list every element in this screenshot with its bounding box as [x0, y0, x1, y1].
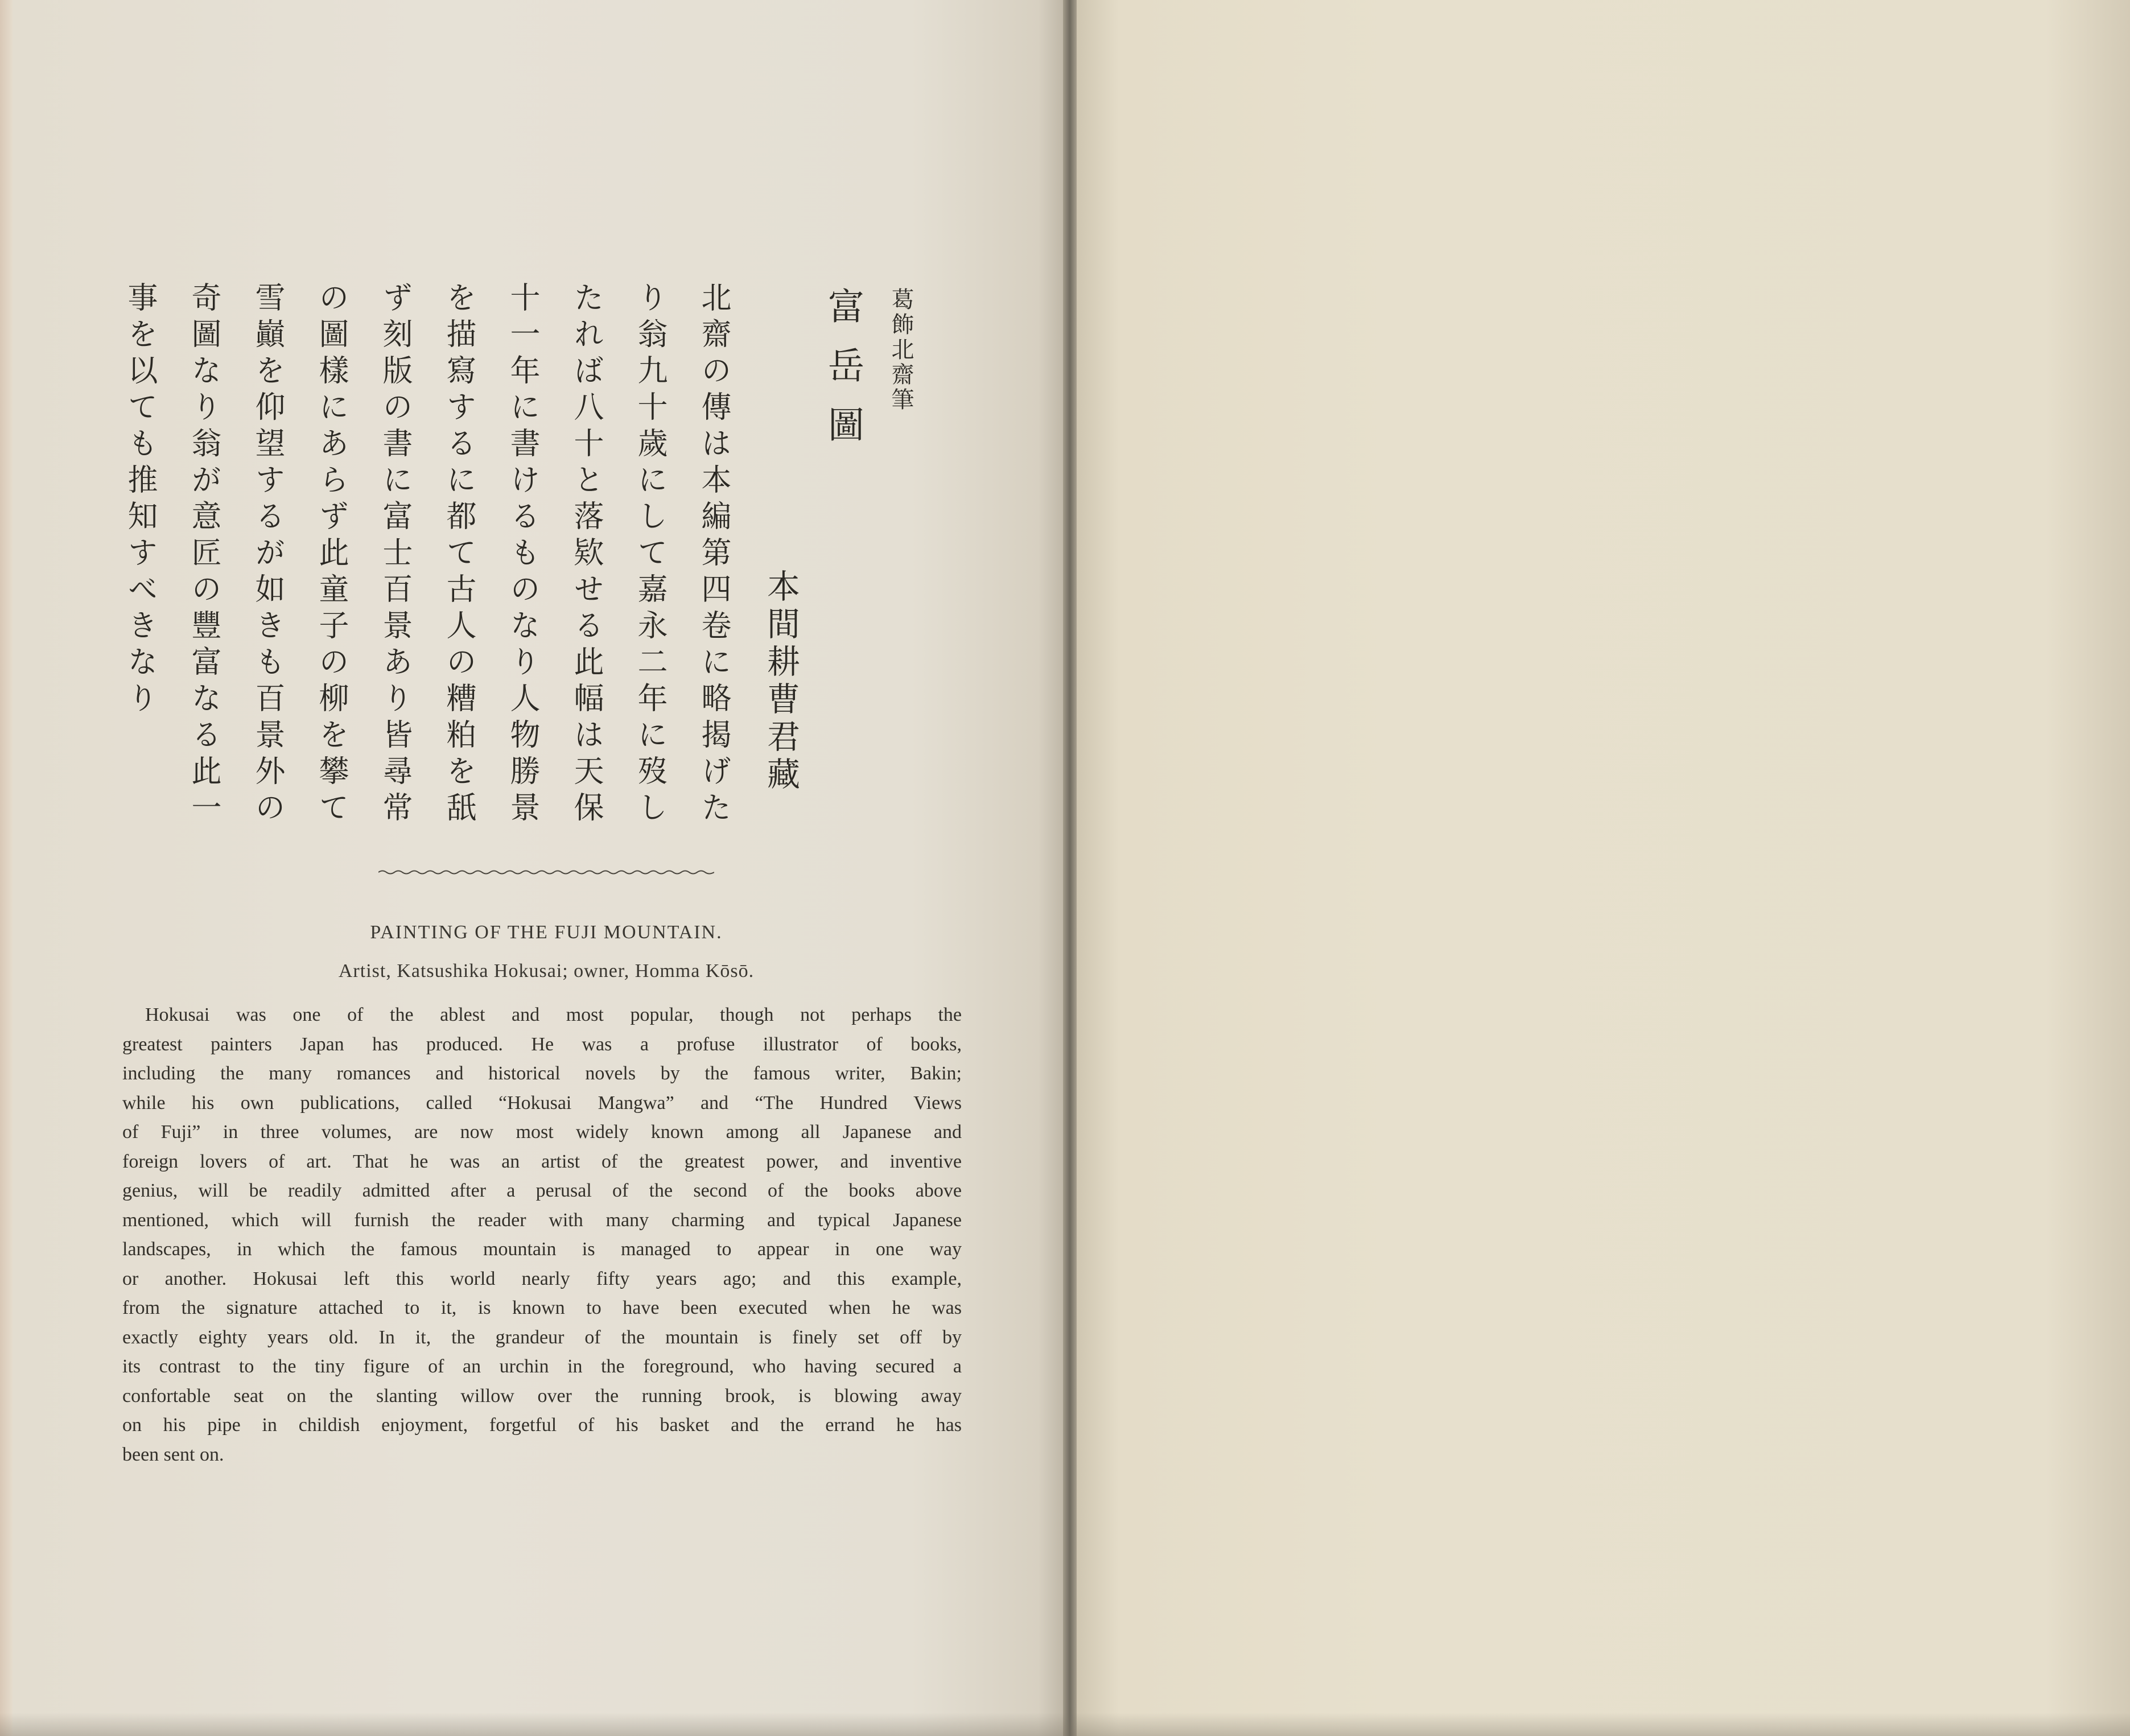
japanese-description	[123, 282, 745, 828]
right-page-blank	[1077, 0, 2130, 1736]
wavy-divider	[378, 868, 714, 877]
painting-title-vertical: 富岳圖	[822, 287, 864, 465]
english-line: been sent on.	[122, 1444, 224, 1465]
english-line: greatest painters Japan has produced. He was a profuse illustrator of books,	[122, 1033, 962, 1055]
english-line: or another. Hokusai left this world nearly fifty years ago; and this example,	[122, 1268, 962, 1289]
japanese-line: の圖樣にあらず此童子の柳を攀て	[314, 282, 349, 828]
japanese-line: 奇圖なり翁が意匠の豐富なる此一	[187, 282, 221, 828]
english-line: foreign lovers of art. That he was an artist of the greatest power, and inventive	[122, 1151, 962, 1172]
english-line: exactly eighty years old. In it, the grandeur of the mountain is finely set off by	[122, 1326, 962, 1348]
japanese-line: り翁九十歲にして嘉永二年に歿し	[633, 282, 668, 828]
english-title: PAINTING OF THE FUJI MOUNTAIN.	[370, 922, 723, 943]
english-description	[122, 1000, 962, 1469]
japanese-line: 北齋の傳は本編第四卷に略揭げた	[697, 282, 731, 828]
english-line: Hokusai was one of the ablest and most popular, though not perhaps the	[145, 1004, 962, 1025]
english-line: mentioned, which will furnish the reader with many charming and typical Japanese	[122, 1209, 962, 1231]
japanese-line: たれば八十と落欵せる此幅は天保	[569, 282, 604, 828]
english-line: of Fuji” in three volumes, are now most widely known among all Japanese and	[122, 1121, 962, 1143]
english-line: while his own publications, called “Hokusai Mangwa” and “The Hundred Views	[122, 1092, 962, 1114]
japanese-line: ず刻版の書に富士百景あり皆尋常	[378, 282, 413, 828]
english-line: confortable seat on the slanting willow over the running brook, is blowing away	[122, 1385, 962, 1407]
japanese-line: 十一年に書けるものなり人物勝景	[505, 282, 540, 828]
book-gutter	[1063, 0, 1077, 1736]
english-line: landscapes, in which the famous mountain is managed to appear in one way	[122, 1239, 962, 1260]
english-line: from the signature attached to it, is known to have been executed when he was	[122, 1297, 962, 1318]
english-line: on his pipe in childish enjoyment, forgetful of his basket and the errand he has	[122, 1415, 962, 1436]
owner-attribution-vertical: 本間耕曹君藏	[761, 569, 800, 794]
artist-attribution-vertical: 葛飾北齋筆	[888, 287, 914, 413]
english-line: including the many romances and historical novels by the famous writer, Bakin;	[122, 1063, 962, 1084]
english-line: genius, will be readily admitted after a perusal of the second of the books above	[122, 1180, 962, 1201]
english-line: its contrast to the tiny figure of an urchin in the foreground, who having secured a	[122, 1356, 962, 1377]
japanese-line: を描寫するに都て古人の糟粕を舐	[442, 282, 476, 828]
page-bottom-edge	[0, 1713, 2130, 1736]
japanese-line: 事を以ても推知すべきなり	[123, 282, 158, 719]
japanese-line: 雪巓を仰望するが如きも百景外の	[250, 282, 285, 828]
english-credit: Artist, Katsushika Hokusai; owner, Homma Kōsō.	[338, 960, 755, 982]
